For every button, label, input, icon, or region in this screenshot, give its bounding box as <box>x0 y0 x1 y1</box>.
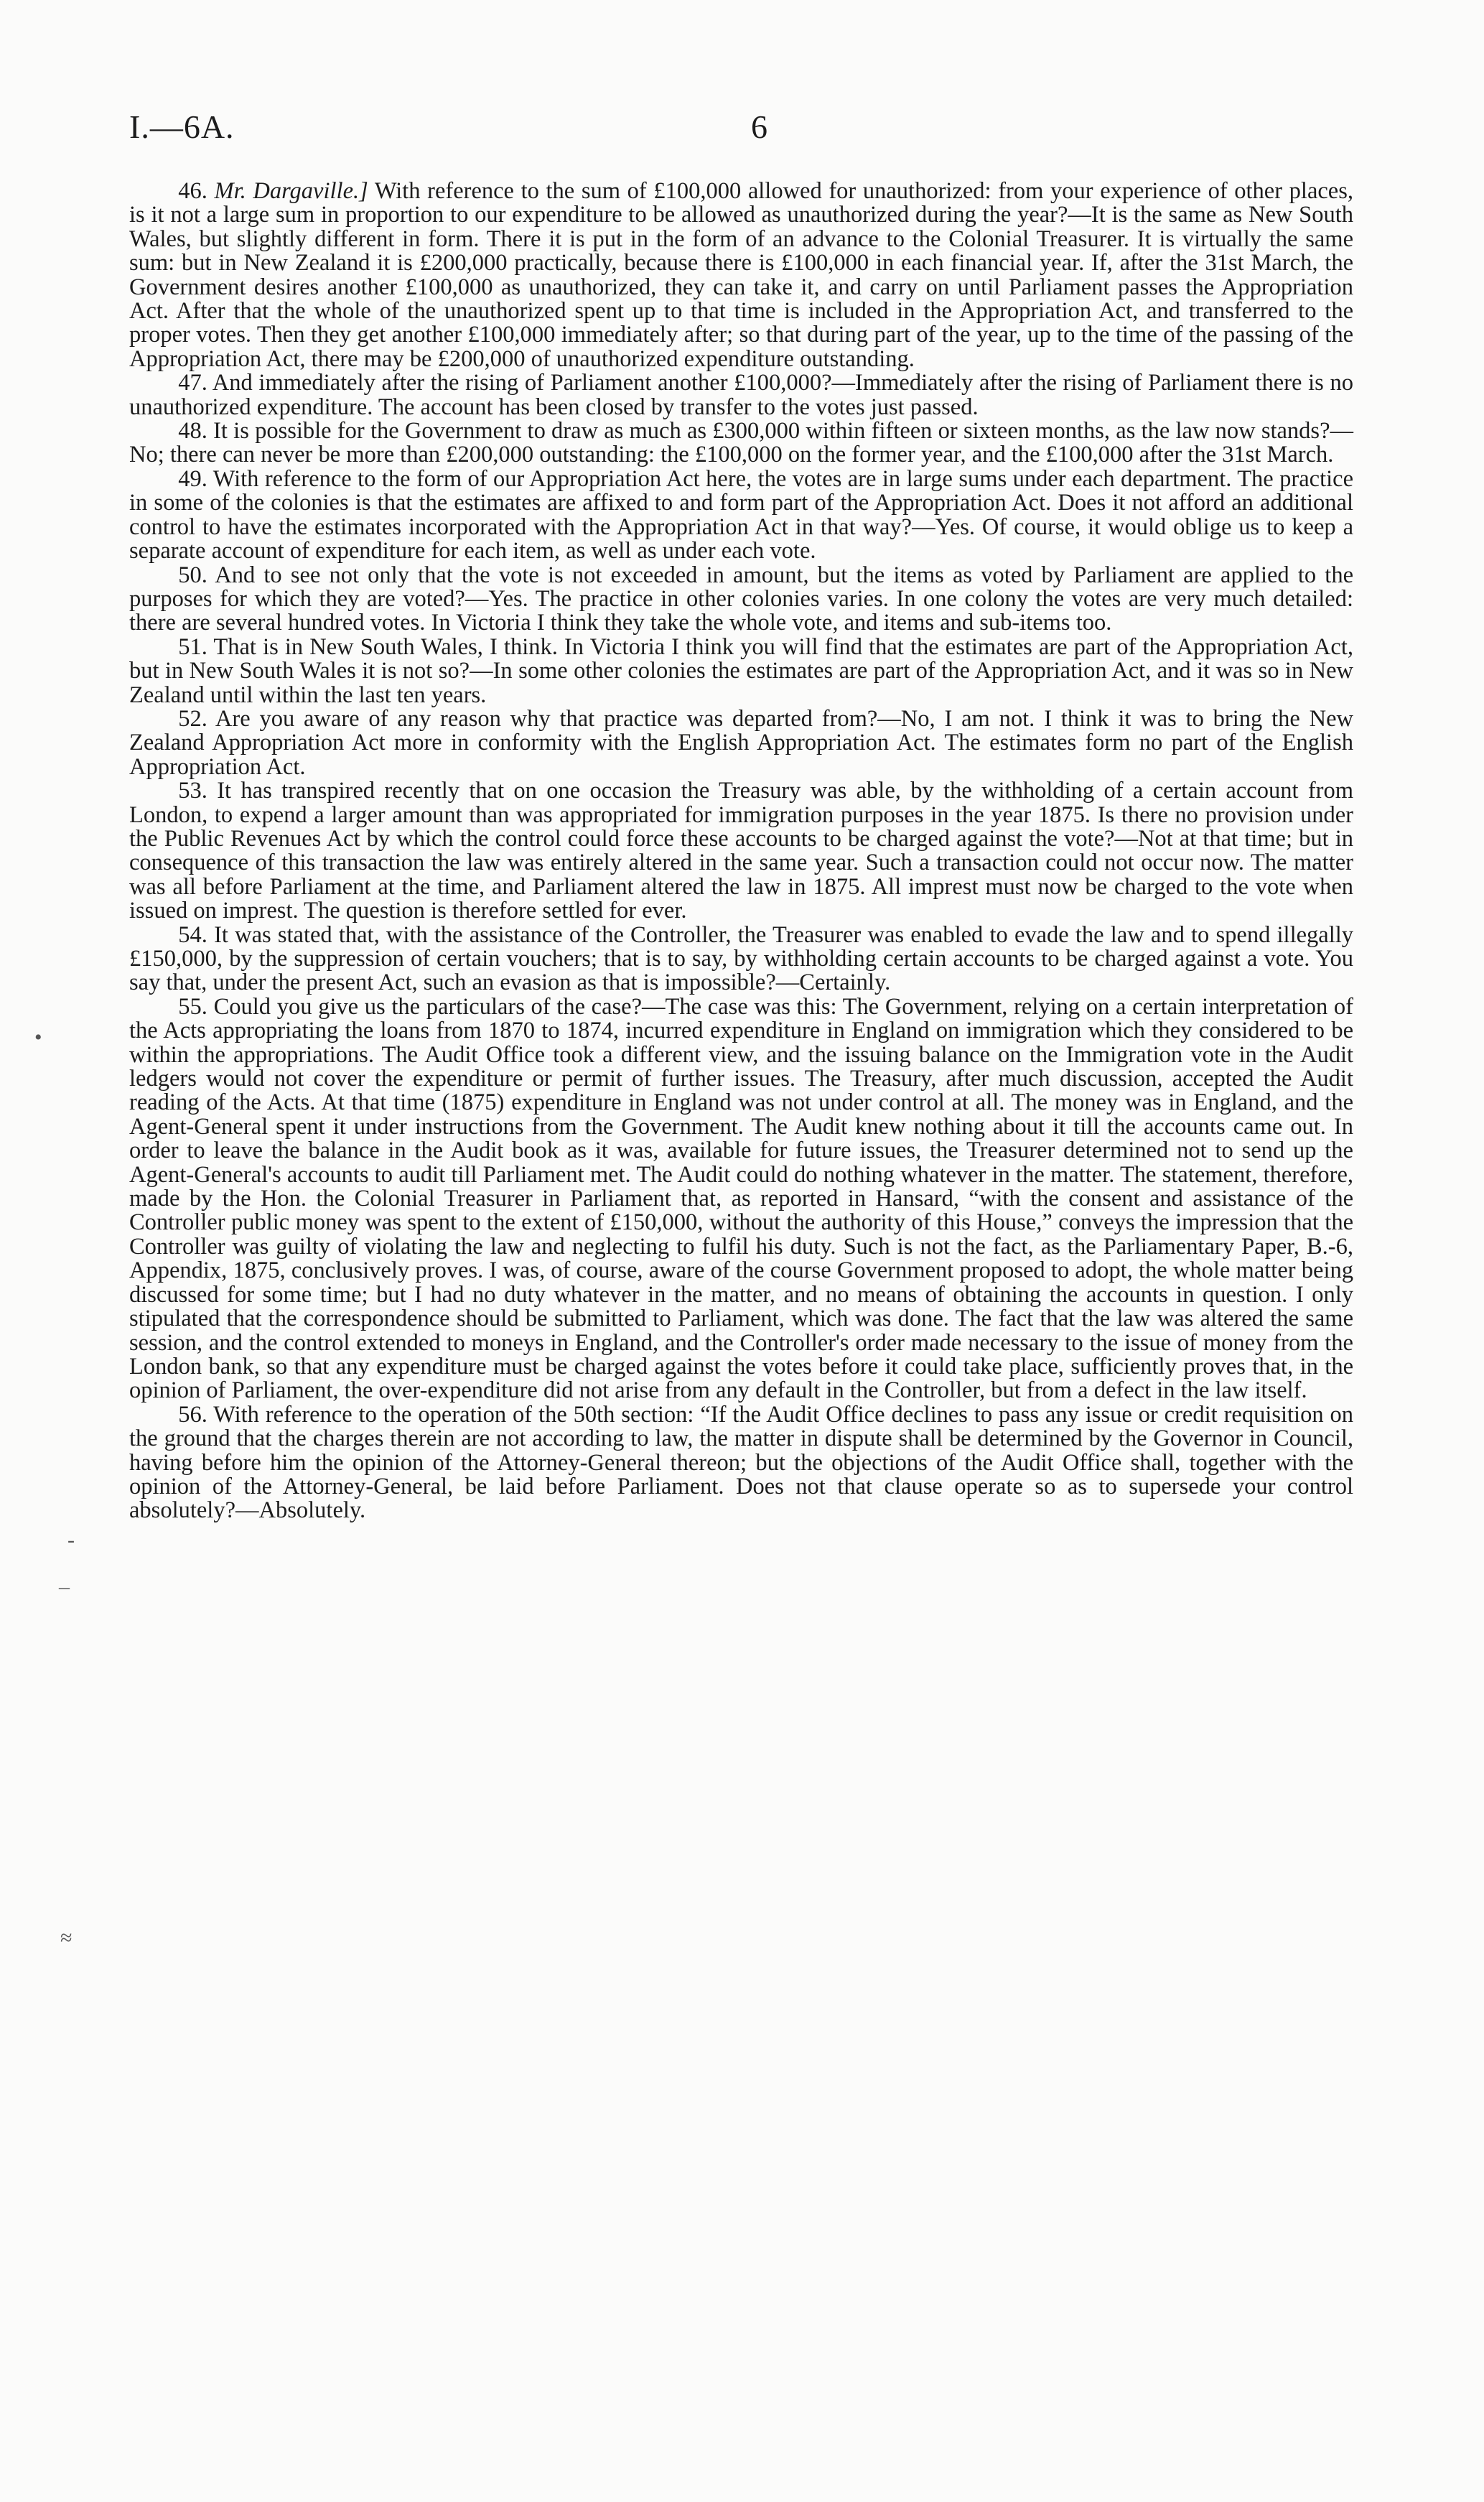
question-paragraph-49 <box>129 465 1353 564</box>
paragraph-number: 51. <box>178 633 207 660</box>
paragraph-text: It has transpired recently that on one occasion the Treasury was able, by the withholding of a certain account from London, to expend a larger amount than was appropriated for immigration purposes in the year 1875. Is there no provision under the Public Revenues Act by which the control could force these accounts to be charged against the vote?—Not at that time; but in consequence of this transaction the law was entirely altered in the same year. Such a transaction could not occur now. The matter was all before Parliament at the time, and Parliament altered the law in 1875. All imprest must now be charged to the vote when issued on imprest. The question is therefore settled for ever. <box>129 778 1354 924</box>
paragraph-text: With reference to the operation of the 50th section: “If the Audit Office declines to pass any issue or credit requisition on the ground that the charges therein are not according to law, the matter in dispute shall be determined by the Governor in Council, having before him the opinion of the Attorney-General thereon; but the objections of the Audit Office shall, together with the opinion of the Attorney-General, be laid before Parliament. Does not that clause operate so as to supersede your control absolutely?—Absolutely. <box>129 1401 1354 1524</box>
document-reference: I.—6A. <box>129 108 235 145</box>
paragraph-text: And immediately after the rising of Parliament another £100,000?—Immediately after the rising of Parliament there is no unauthorized expenditure. The account has been closed by transfer to the votes just passed. <box>129 370 1353 420</box>
question-paragraph-51 <box>129 633 1353 708</box>
page-number: 6 <box>751 108 767 145</box>
margin-dash-mark: - <box>67 1528 75 1552</box>
paragraph-number: 54. <box>178 921 207 948</box>
question-paragraph-50 <box>129 564 1353 636</box>
margin-dash-mark: – <box>59 1575 70 1599</box>
margin-dot-mark: • <box>34 1026 42 1049</box>
paragraph-number: 49. <box>178 465 207 492</box>
paragraph-number: 52. <box>178 705 207 732</box>
paragraph-number: 50. <box>178 562 207 588</box>
page-header <box>129 108 1443 151</box>
paragraph-text: Could you give us the particulars of the case?—The case was this: The Government, relying on a certain interpretation of the Acts appropriating the loans from 1870 to 1874, incurred expenditure in England on immigration which they considered to be within the appropriations. The Audit Office took a different view, and the issuing balance on the Immigration vote in the Audit ledgers would not cover the expenditure or permit of further issues. The Treasury, after much discussion, accepted the Audit reading of the Acts. At that time (1875) expenditure in England was not under control at all. The money was in England, and the Agent-General spent it under instructions from the Government. The Audit knew nothing about it till the accounts came out. In order to leave the balance in the Audit book as it was, available for future issues, the Treasurer determined not to send up the Agent-General's accounts to audit till Parliament met. The Audit could do nothing whatever in the matter. The statement, therefore, made by the Hon. the Colonial Treasurer in Parliament that, as reported in Hansard, “with the consent and assistance of the Controller public money was spent to the extent of £150,000, without the authority of this House,” conveys the impression that the Controller was guilty of violating the law and neglecting to fulfil his duty. Such is not the fact, as the Parliamentary Paper, B.-6, Appendix, 1875, conclusively proves. I was, of course, aware of the course Government proposed to adopt, the whole matter being discussed for some time; but I had no duty whatever in the matter, and no means of obtaining the accounts in question. I only stipulated that the correspondence should be submitted to Parliament, which was done. The fact that the law was altered the same session, and the control extended to moneys in England, and the Controller's order made necessary to the issue of money from the London bank, so that any expenditure must be charged against the votes before it could take place, sufficiently proves that, in the opinion of Parliament, the over-expenditure did not arise from any default in the Controller, but from a defect in the law itself. <box>129 993 1354 1404</box>
question-paragraph-48 <box>129 419 1353 468</box>
question-paragraph-55 <box>129 995 1353 1403</box>
question-paragraph-56 <box>129 1403 1353 1523</box>
paragraph-number: 48. <box>178 418 207 445</box>
paragraph-number: 55. <box>178 993 207 1020</box>
paragraph-number: 53. <box>178 778 207 804</box>
question-paragraph-47 <box>129 371 1353 419</box>
margin-scribble-mark: ≈ <box>60 1926 73 1950</box>
question-paragraph-53 <box>129 779 1353 923</box>
speaker-name: Mr. Dargaville.] <box>214 178 368 204</box>
question-paragraph-52 <box>129 707 1353 779</box>
paragraph-number: 56. <box>178 1401 207 1428</box>
paragraph-text: Are you aware of any reason why that practice was departed from?—No, I am not. I think it was to bring the New Zealand Appropriation Act more in conformity with the English Appropriation Act. The estimates form no part of the English Appropriation Act. <box>129 705 1353 780</box>
paragraph-text: With reference to the sum of £100,000 allowed for unauthorized: from your experience of other places, is it not a large sum in proportion to our expenditure to be allowed as unauthorized during the year?—It is the same as New South Wales, but slightly different in form. There it is put in the form of an advance to the Colonial Treasurer. It is virtually the same sum: but in New Zealand it is £200,000 practically, because there is £100,000 in each financial year. If, after the 31st March, the Government desires another £100,000 as unauthorized, they can take it, and carry on until Parliament passes the Appropriation Act. After that the whole of the unauthorized spent up to that time is included in the Appropriation Act, and transferred to the proper votes. Then they get another £100,000 immediately after; so that during part of the year, up to the time of the passing of the Appropriation Act, there may be £200,000 of unauthorized expenditure outstanding. <box>129 178 1354 372</box>
question-paragraph-46 <box>129 180 1353 371</box>
paragraph-number: 47. <box>178 370 207 396</box>
paragraph-text: With reference to the form of our Appropriation Act here, the votes are in large sums under each department. The practice in some of the colonies is that the estimates are affixed to and form part of the Appropriation Act. Does it not afford an additional control to have the estimates incorporated with the Appropriation Act in that way?—Yes. Of course, it would oblige us to keep a separate account of expenditure for each item, as well as under each vote. <box>129 465 1353 564</box>
paragraph-number: 46. <box>178 178 207 204</box>
testimony-body <box>129 180 1353 1523</box>
paragraph-text: It is possible for the Government to draw as much as £300,000 within fifteen or sixteen months, as the law now stands?—No; there can never be more than £200,000 outstanding: the £100,000 on the former year, and the £100,000 after the 31st March. <box>129 418 1354 468</box>
question-paragraph-54 <box>129 921 1354 996</box>
paragraph-text: And to see not only that the vote is not exceeded in amount, but the items as voted by Parliament are applied to the purposes for which they are voted?—Yes. The practice in other colonies varies. In one colony the votes are very much detailed: there are several hundred votes. In Victoria I think they take the whole vote, and items and sub-items too. <box>129 562 1353 636</box>
paragraph-text: It was stated that, with the assistance of the Controller, the Treasurer was enabled to evade the law and to spend illegally £150,000, by the suppression of certain vouchers; that is to say, by withholding certain accounts to be charged against a vote. You say that, under the present Act, such an evasion as that is impossible?—Certainly. <box>129 921 1354 996</box>
paragraph-text: That is in New South Wales, I think. In Victoria I think you will find that the estimates are part of the Appropriation Act, but in New South Wales it is not so?—In some other colonies the estimates are part of the Appropriation Act, and it was so in New Zealand until within the last ten years. <box>129 633 1353 708</box>
